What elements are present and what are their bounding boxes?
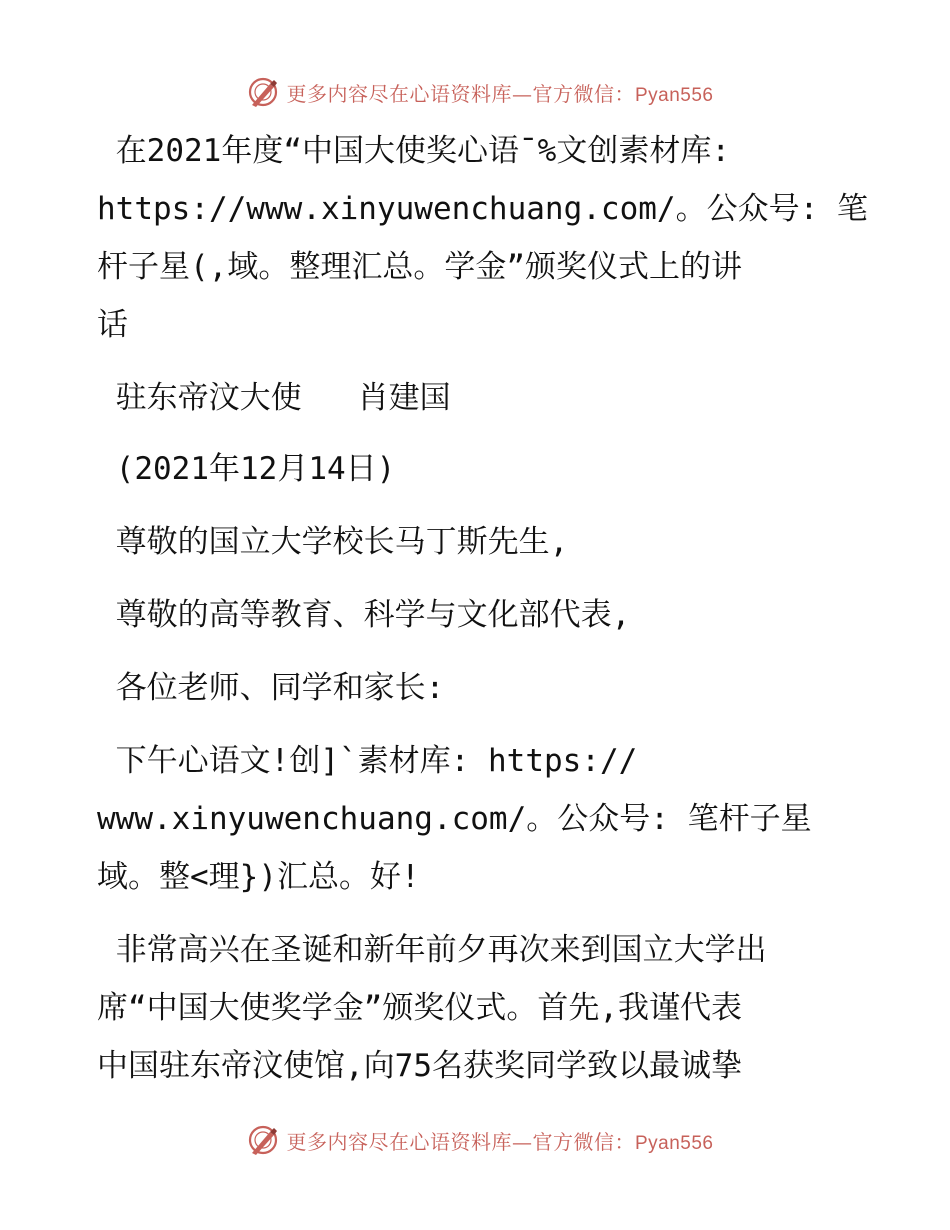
- footer-banner-wechat-id: Pyan556: [634, 1132, 714, 1154]
- pen-logo-icon: [246, 1123, 280, 1157]
- header-banner-wechat-id: Pyan556: [634, 84, 714, 106]
- salutation-line: 尊敬的国立大学校长马丁斯先生,: [97, 524, 569, 560]
- body-line: 非常高兴在圣诞和新年前夕再次来到国立大学出: [97, 932, 767, 968]
- footer-banner-text-cn: 更多内容尽在心语资料库—官方微信：: [286, 1129, 635, 1154]
- greeting-line: 下午心语文!创]`素材库: https://: [97, 743, 638, 779]
- date-line: (2021年12月14日): [97, 451, 396, 487]
- pen-logo-icon: [246, 75, 280, 109]
- header-banner-content: [246, 75, 713, 109]
- body-paragraph: [97, 921, 877, 1095]
- title-line: 杆子星(,域。整理汇总。学金”颁奖仪式上的讲: [97, 249, 742, 285]
- document-title: [97, 122, 877, 354]
- title-line: 话: [97, 307, 128, 343]
- speaker-line: 驻东帝汶大使 肖建国: [97, 380, 451, 416]
- header-banner-text-cn: 更多内容尽在心语资料库—官方微信：: [286, 81, 635, 106]
- footer-banner: [0, 1120, 950, 1160]
- footer-banner-content: [246, 1123, 713, 1157]
- salutation-line: 各位老师、同学和家长:: [97, 670, 445, 706]
- body-line: 中国驻东帝汶使馆,向75名获奖同学致以最诚挚: [97, 1048, 742, 1084]
- greeting-line: www.xinyuwenchuang.com/。公众号: 笔杆子星: [97, 801, 812, 837]
- title-line: 在2021年度“中国大使奖心语¯%文创素材库:: [97, 133, 730, 169]
- salutation-line: 尊敬的高等教育、科学与文化部代表,: [97, 597, 631, 633]
- body-line: 席“中国大使奖学金”颁奖仪式。首先,我谨代表: [97, 990, 742, 1026]
- header-banner-text: [286, 78, 713, 107]
- document-body: [97, 122, 877, 1095]
- greeting-line: 域。整<理})汇总。好!: [97, 859, 420, 895]
- footer-banner-text: [286, 1126, 713, 1155]
- greeting-paragraph: [97, 732, 877, 906]
- title-line: https://www.xinyuwenchuang.com/。公众号: 笔: [97, 191, 868, 227]
- header-banner: [0, 72, 950, 112]
